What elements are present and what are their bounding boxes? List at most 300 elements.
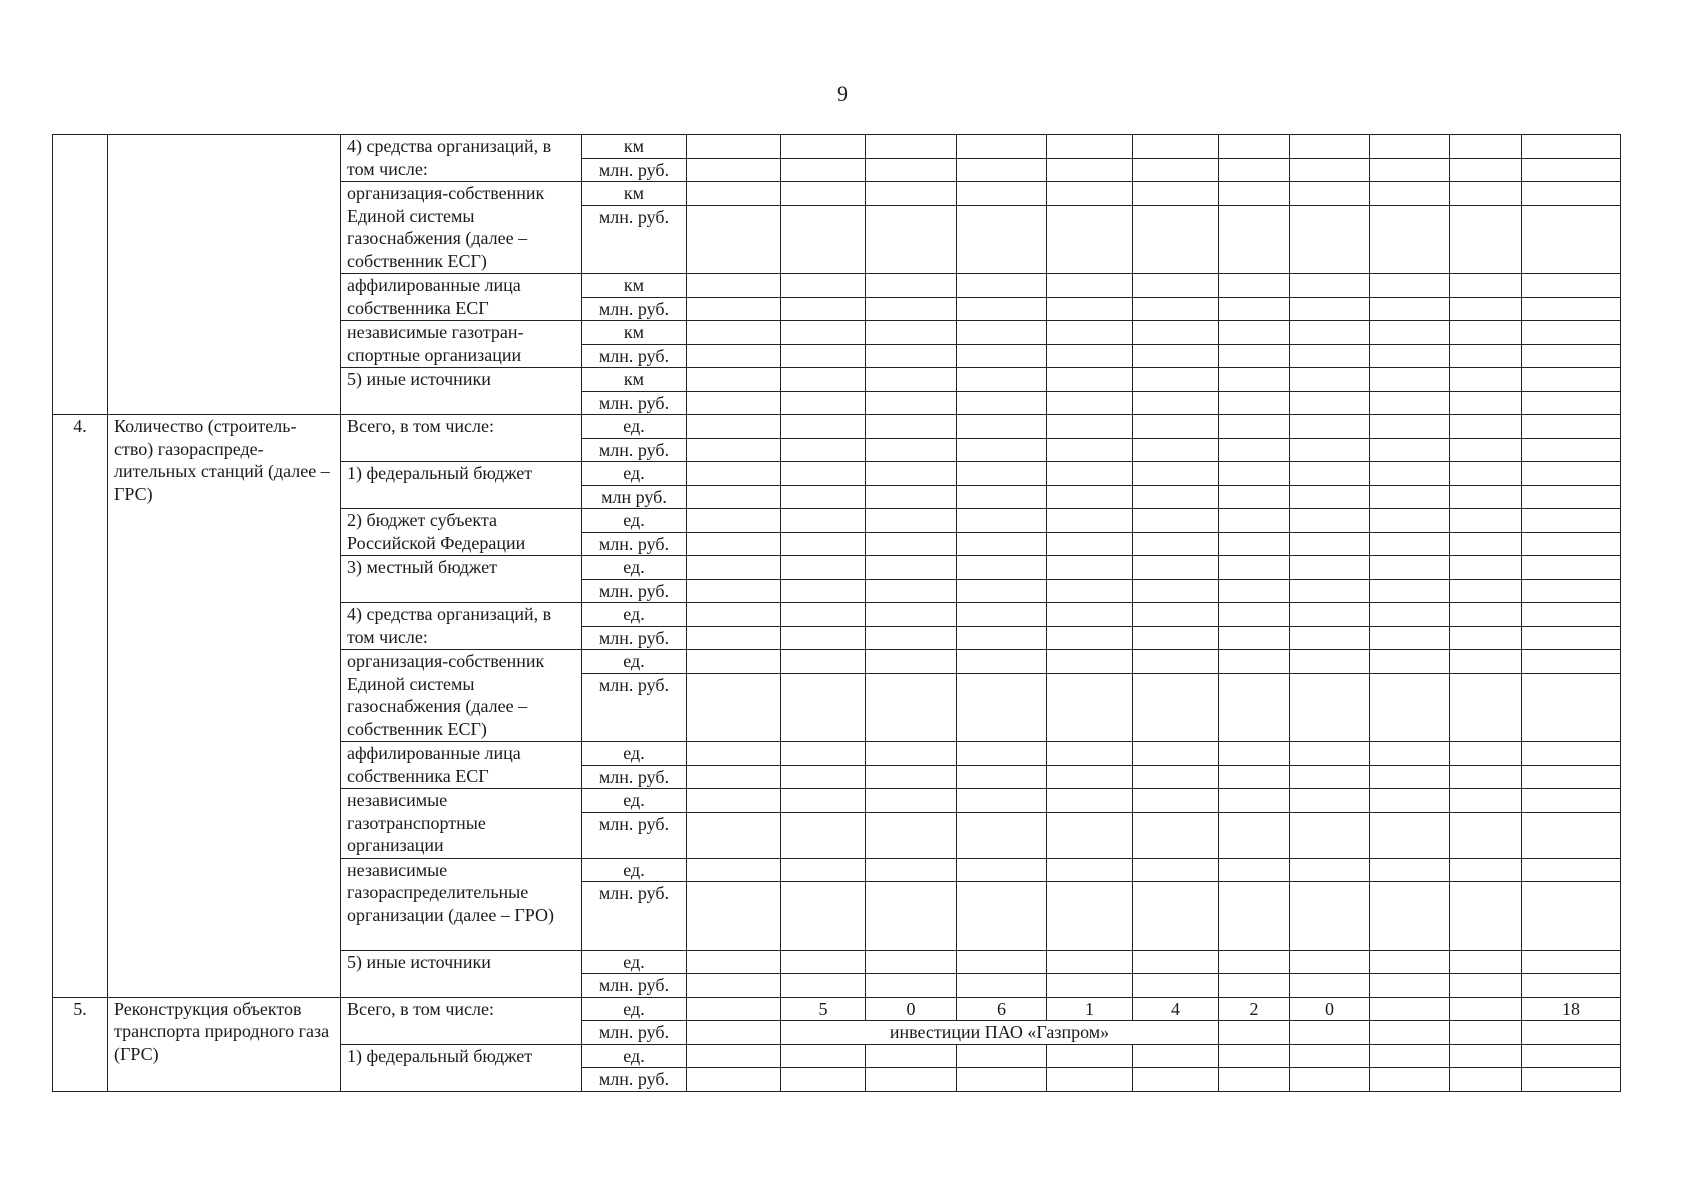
value-cell bbox=[781, 509, 866, 533]
funding-source: независимые газораспределительные организации (далее – ГРО) bbox=[341, 858, 582, 950]
value-cell bbox=[687, 950, 781, 974]
value-cell bbox=[1290, 368, 1370, 392]
value-cell bbox=[1370, 673, 1450, 742]
value-cell bbox=[957, 182, 1047, 206]
funding-source: 1) федеральный бюджет bbox=[341, 462, 582, 509]
value-cell bbox=[1133, 765, 1219, 789]
value-cell bbox=[781, 950, 866, 974]
table-row bbox=[53, 415, 1621, 439]
unit-cell: ед. bbox=[582, 997, 687, 1021]
value-cell bbox=[1219, 789, 1290, 813]
value-cell bbox=[1522, 882, 1621, 951]
value-cell bbox=[1450, 158, 1522, 182]
value-cell bbox=[1522, 274, 1621, 298]
table-body bbox=[53, 135, 1621, 1092]
value-cell bbox=[781, 485, 866, 509]
value-cell bbox=[1290, 858, 1370, 882]
value-cell bbox=[957, 344, 1047, 368]
value-cell bbox=[1522, 650, 1621, 674]
value-cell bbox=[866, 974, 957, 998]
value-cell bbox=[1133, 438, 1219, 462]
value-cell bbox=[866, 1044, 957, 1068]
value-cell bbox=[1290, 603, 1370, 627]
value-cell bbox=[1450, 1021, 1522, 1045]
value-cell bbox=[1450, 556, 1522, 580]
unit-cell: млн. руб. bbox=[582, 765, 687, 789]
unit-cell: км bbox=[582, 321, 687, 345]
value-cell bbox=[866, 812, 957, 858]
value-cell bbox=[1290, 158, 1370, 182]
value-cell bbox=[687, 532, 781, 556]
unit-cell: млн. руб. bbox=[582, 882, 687, 951]
value-cell bbox=[1522, 344, 1621, 368]
unit-cell: ед. bbox=[582, 462, 687, 486]
value-cell bbox=[1450, 485, 1522, 509]
value-cell bbox=[1522, 789, 1621, 813]
value-cell bbox=[1219, 1021, 1290, 1045]
value-cell bbox=[866, 344, 957, 368]
unit-cell: км bbox=[582, 135, 687, 159]
value-cell bbox=[1047, 462, 1133, 486]
value-cell bbox=[1290, 812, 1370, 858]
value-cell bbox=[1450, 1068, 1522, 1092]
value-cell bbox=[1133, 415, 1219, 439]
unit-cell: ед. bbox=[582, 789, 687, 813]
value-cell bbox=[1450, 321, 1522, 345]
value-cell bbox=[1219, 1068, 1290, 1092]
value-cell bbox=[1450, 1044, 1522, 1068]
value-cell bbox=[1290, 438, 1370, 462]
value-cell bbox=[1450, 135, 1522, 159]
value-cell bbox=[1047, 344, 1133, 368]
value-cell bbox=[1450, 532, 1522, 556]
unit-cell: млн. руб. bbox=[582, 579, 687, 603]
value-cell bbox=[1522, 556, 1621, 580]
value-cell bbox=[1290, 882, 1370, 951]
unit-cell: ед. bbox=[582, 603, 687, 627]
value-cell bbox=[1522, 950, 1621, 974]
value-cell bbox=[1370, 321, 1450, 345]
value-cell bbox=[1522, 742, 1621, 766]
value-cell bbox=[1522, 415, 1621, 439]
value-cell bbox=[687, 462, 781, 486]
value-cell bbox=[687, 158, 781, 182]
value-cell bbox=[1370, 1021, 1450, 1045]
value-cell bbox=[1047, 603, 1133, 627]
value-cell bbox=[1219, 556, 1290, 580]
value-cell bbox=[1219, 742, 1290, 766]
value-cell bbox=[1219, 673, 1290, 742]
value-cell bbox=[866, 626, 957, 650]
value-cell bbox=[866, 579, 957, 603]
value-cell bbox=[781, 438, 866, 462]
value-cell bbox=[1450, 344, 1522, 368]
unit-cell: млн. руб. bbox=[582, 974, 687, 998]
value-cell bbox=[1290, 532, 1370, 556]
value-cell bbox=[1133, 789, 1219, 813]
value-cell bbox=[1133, 950, 1219, 974]
value-cell bbox=[1522, 858, 1621, 882]
value-cell bbox=[1219, 650, 1290, 674]
value-cell bbox=[1450, 650, 1522, 674]
unit-cell: млн. руб. bbox=[582, 391, 687, 415]
value-cell bbox=[866, 603, 957, 627]
value-cell: 6 bbox=[957, 997, 1047, 1021]
value-cell bbox=[1370, 789, 1450, 813]
value-cell bbox=[1370, 1044, 1450, 1068]
value-cell bbox=[866, 297, 957, 321]
value-cell bbox=[687, 579, 781, 603]
funding-source: организация-собственник Единой системы газоснабжения (далее – собственник ЕСГ) bbox=[341, 182, 582, 274]
unit-cell: млн. руб. bbox=[582, 1068, 687, 1092]
value-cell bbox=[1290, 509, 1370, 533]
value-cell bbox=[1219, 626, 1290, 650]
value-cell bbox=[1370, 368, 1450, 392]
value-cell bbox=[1522, 135, 1621, 159]
table-row bbox=[53, 135, 1621, 159]
unit-cell: млн. руб. bbox=[582, 344, 687, 368]
value-cell bbox=[1290, 462, 1370, 486]
value-cell bbox=[687, 1021, 781, 1045]
value-cell bbox=[1522, 603, 1621, 627]
value-cell bbox=[781, 1044, 866, 1068]
value-cell bbox=[957, 765, 1047, 789]
funding-source: 1) федеральный бюджет bbox=[341, 1044, 582, 1091]
row-number: 4. bbox=[53, 415, 108, 998]
value-cell bbox=[1370, 485, 1450, 509]
value-cell bbox=[1133, 158, 1219, 182]
row-number: 5. bbox=[53, 997, 108, 1091]
value-cell bbox=[1370, 509, 1450, 533]
value-cell bbox=[866, 485, 957, 509]
value-cell bbox=[866, 789, 957, 813]
funding-source: 4) средства организаций, в том числе: bbox=[341, 135, 582, 182]
unit-cell: млн. руб. bbox=[582, 812, 687, 858]
value-cell bbox=[687, 368, 781, 392]
value-cell bbox=[1219, 603, 1290, 627]
unit-cell: млн руб. bbox=[582, 485, 687, 509]
value-cell bbox=[957, 415, 1047, 439]
value-cell bbox=[1290, 765, 1370, 789]
value-cell bbox=[1370, 532, 1450, 556]
value-cell bbox=[1450, 742, 1522, 766]
value-cell bbox=[1219, 391, 1290, 415]
value-cell bbox=[866, 673, 957, 742]
value-cell bbox=[1290, 1021, 1370, 1045]
funding-source: аффилированные лица собственника ЕСГ bbox=[341, 274, 582, 321]
value-cell: 4 bbox=[1133, 997, 1219, 1021]
unit-cell: ед. bbox=[582, 650, 687, 674]
value-cell bbox=[1219, 950, 1290, 974]
value-cell bbox=[866, 391, 957, 415]
value-cell bbox=[1047, 321, 1133, 345]
value-cell bbox=[1133, 742, 1219, 766]
value-cell bbox=[957, 509, 1047, 533]
unit-cell: ед. bbox=[582, 556, 687, 580]
value-cell bbox=[781, 274, 866, 298]
value-cell bbox=[1133, 135, 1219, 159]
value-cell bbox=[1370, 742, 1450, 766]
value-cell bbox=[1133, 485, 1219, 509]
value-cell bbox=[1219, 509, 1290, 533]
value-cell bbox=[1219, 765, 1290, 789]
value-cell bbox=[687, 321, 781, 345]
value-cell bbox=[957, 579, 1047, 603]
value-cell bbox=[1133, 812, 1219, 858]
value-cell bbox=[1047, 1044, 1133, 1068]
value-cell bbox=[1370, 274, 1450, 298]
value-cell bbox=[687, 135, 781, 159]
value-cell bbox=[1047, 812, 1133, 858]
value-cell bbox=[866, 182, 957, 206]
value-cell bbox=[866, 882, 957, 951]
value-cell bbox=[957, 485, 1047, 509]
value-cell bbox=[957, 882, 1047, 951]
value-cell bbox=[781, 368, 866, 392]
value-cell bbox=[1290, 297, 1370, 321]
value-cell bbox=[1047, 532, 1133, 556]
value-cell bbox=[957, 858, 1047, 882]
value-cell bbox=[957, 950, 1047, 974]
value-cell bbox=[866, 415, 957, 439]
value-cell bbox=[866, 274, 957, 298]
value-cell bbox=[1290, 974, 1370, 998]
value-cell bbox=[866, 462, 957, 486]
value-cell: 5 bbox=[781, 997, 866, 1021]
value-cell bbox=[957, 789, 1047, 813]
value-cell bbox=[1290, 321, 1370, 345]
value-cell bbox=[1133, 368, 1219, 392]
value-cell bbox=[1133, 882, 1219, 951]
value-cell bbox=[1522, 321, 1621, 345]
value-cell bbox=[1290, 650, 1370, 674]
value-cell bbox=[1219, 344, 1290, 368]
value-cell bbox=[781, 297, 866, 321]
value-cell: 2 bbox=[1219, 997, 1290, 1021]
value-cell bbox=[1047, 415, 1133, 439]
funding-source: независимые газотран-спортные организации bbox=[341, 321, 582, 368]
value-cell bbox=[1522, 462, 1621, 486]
value-cell bbox=[1047, 579, 1133, 603]
value-cell bbox=[1450, 997, 1522, 1021]
value-cell bbox=[1450, 182, 1522, 206]
indicator-label: Реконструкция объектов транспорта природного газа (ГРС) bbox=[108, 997, 341, 1091]
funding-source: 2) бюджет субъекта Российской Федерации bbox=[341, 509, 582, 556]
table-row bbox=[53, 997, 1621, 1021]
value-cell bbox=[957, 812, 1047, 858]
unit-cell: млн. руб. bbox=[582, 158, 687, 182]
value-cell bbox=[1522, 368, 1621, 392]
value-cell bbox=[1047, 974, 1133, 998]
page-number: 9 bbox=[837, 81, 848, 106]
value-cell bbox=[1370, 297, 1450, 321]
value-cell bbox=[1450, 509, 1522, 533]
value-cell bbox=[957, 135, 1047, 159]
value-cell bbox=[1047, 158, 1133, 182]
value-cell: 0 bbox=[866, 997, 957, 1021]
value-cell bbox=[1219, 462, 1290, 486]
value-cell bbox=[687, 765, 781, 789]
value-cell bbox=[1522, 1021, 1621, 1045]
value-cell bbox=[1290, 344, 1370, 368]
value-cell bbox=[1133, 1068, 1219, 1092]
value-cell bbox=[1133, 556, 1219, 580]
value-cell bbox=[1219, 415, 1290, 439]
value-cell bbox=[687, 650, 781, 674]
funding-source: 5) иные источники bbox=[341, 950, 582, 997]
value-cell bbox=[1370, 650, 1450, 674]
value-cell bbox=[866, 742, 957, 766]
value-cell bbox=[1219, 974, 1290, 998]
value-cell bbox=[1370, 415, 1450, 439]
value-cell bbox=[1370, 556, 1450, 580]
unit-cell: млн. руб. bbox=[582, 626, 687, 650]
value-cell bbox=[1450, 626, 1522, 650]
value-cell bbox=[1290, 556, 1370, 580]
value-cell bbox=[1290, 1044, 1370, 1068]
value-cell bbox=[781, 858, 866, 882]
value-cell bbox=[687, 205, 781, 274]
value-cell bbox=[1450, 274, 1522, 298]
value-cell bbox=[866, 765, 957, 789]
value-cell bbox=[1450, 812, 1522, 858]
value-cell bbox=[781, 603, 866, 627]
value-cell bbox=[1370, 950, 1450, 974]
value-cell bbox=[1047, 205, 1133, 274]
value-cell bbox=[781, 673, 866, 742]
value-cell bbox=[1219, 1044, 1290, 1068]
value-cell bbox=[1370, 182, 1450, 206]
unit-cell: км bbox=[582, 274, 687, 298]
value-cell bbox=[866, 509, 957, 533]
value-cell bbox=[957, 274, 1047, 298]
value-cell bbox=[957, 158, 1047, 182]
value-cell bbox=[1450, 858, 1522, 882]
value-cell bbox=[1450, 974, 1522, 998]
value-cell bbox=[1219, 135, 1290, 159]
funding-source: Всего, в том числе: bbox=[341, 415, 582, 462]
value-cell bbox=[1219, 182, 1290, 206]
unit-cell: ед. bbox=[582, 742, 687, 766]
value-cell bbox=[957, 368, 1047, 392]
value-cell bbox=[1219, 812, 1290, 858]
value-cell bbox=[1047, 742, 1133, 766]
value-cell bbox=[1047, 765, 1133, 789]
value-cell bbox=[1290, 135, 1370, 159]
value-cell bbox=[1522, 1068, 1621, 1092]
value-cell bbox=[1370, 158, 1450, 182]
value-cell bbox=[1047, 368, 1133, 392]
value-cell bbox=[1133, 650, 1219, 674]
value-cell bbox=[1047, 1068, 1133, 1092]
funding-source: независимые газотранспортные организации bbox=[341, 789, 582, 859]
value-cell bbox=[687, 391, 781, 415]
unit-cell: км bbox=[582, 368, 687, 392]
value-cell bbox=[1047, 626, 1133, 650]
value-cell bbox=[1133, 391, 1219, 415]
value-cell bbox=[1370, 438, 1450, 462]
value-cell bbox=[687, 438, 781, 462]
value-cell bbox=[781, 135, 866, 159]
value-cell bbox=[1290, 391, 1370, 415]
value-cell bbox=[1133, 344, 1219, 368]
value-cell bbox=[1047, 485, 1133, 509]
value-cell bbox=[1047, 135, 1133, 159]
value-cell bbox=[1370, 135, 1450, 159]
value-cell bbox=[1219, 882, 1290, 951]
value-cell bbox=[687, 858, 781, 882]
value-cell bbox=[1133, 182, 1219, 206]
value-cell bbox=[1133, 858, 1219, 882]
value-cell bbox=[1219, 532, 1290, 556]
value-cell bbox=[1370, 579, 1450, 603]
value-cell bbox=[687, 274, 781, 298]
row-number bbox=[53, 135, 108, 415]
value-cell bbox=[1133, 626, 1219, 650]
value-cell bbox=[1290, 205, 1370, 274]
unit-cell: млн. руб. bbox=[582, 297, 687, 321]
value-cell bbox=[1370, 462, 1450, 486]
value-cell bbox=[1522, 974, 1621, 998]
value-cell bbox=[781, 158, 866, 182]
value-cell bbox=[1370, 603, 1450, 627]
value-cell bbox=[1219, 205, 1290, 274]
value-cell bbox=[687, 556, 781, 580]
value-cell bbox=[781, 882, 866, 951]
value-cell bbox=[1522, 182, 1621, 206]
value-cell bbox=[1450, 205, 1522, 274]
value-cell bbox=[1290, 1068, 1370, 1092]
value-cell bbox=[1522, 485, 1621, 509]
value-cell bbox=[1370, 391, 1450, 415]
value-cell bbox=[1133, 1044, 1219, 1068]
unit-cell: км bbox=[582, 182, 687, 206]
unit-cell: млн. руб. bbox=[582, 438, 687, 462]
indicator-label: Количество (строитель-ство) газораспреде-лительных станций (далее – ГРС) bbox=[108, 415, 341, 998]
value-cell bbox=[781, 182, 866, 206]
value-cell: 0 bbox=[1290, 997, 1370, 1021]
funding-source: аффилированные лица собственника ЕСГ bbox=[341, 742, 582, 789]
value-cell bbox=[1450, 882, 1522, 951]
value-cell bbox=[1450, 765, 1522, 789]
value-cell bbox=[957, 205, 1047, 274]
value-cell bbox=[781, 205, 866, 274]
value-cell bbox=[687, 812, 781, 858]
value-cell bbox=[781, 789, 866, 813]
value-cell bbox=[1522, 1044, 1621, 1068]
value-cell bbox=[1290, 579, 1370, 603]
value-cell bbox=[866, 1068, 957, 1092]
value-cell bbox=[1047, 509, 1133, 533]
value-cell bbox=[781, 344, 866, 368]
value-cell bbox=[1133, 274, 1219, 298]
value-cell bbox=[1133, 673, 1219, 742]
value-cell bbox=[1133, 205, 1219, 274]
value-cell bbox=[781, 556, 866, 580]
value-cell bbox=[1370, 205, 1450, 274]
value-cell bbox=[1522, 158, 1621, 182]
value-cell bbox=[1047, 673, 1133, 742]
value-cell bbox=[1219, 158, 1290, 182]
value-cell bbox=[866, 158, 957, 182]
value-cell bbox=[781, 742, 866, 766]
value-cell bbox=[1047, 556, 1133, 580]
value-cell bbox=[1219, 368, 1290, 392]
value-cell bbox=[957, 650, 1047, 674]
value-cell bbox=[957, 438, 1047, 462]
value-cell bbox=[781, 391, 866, 415]
unit-cell: ед. bbox=[582, 415, 687, 439]
